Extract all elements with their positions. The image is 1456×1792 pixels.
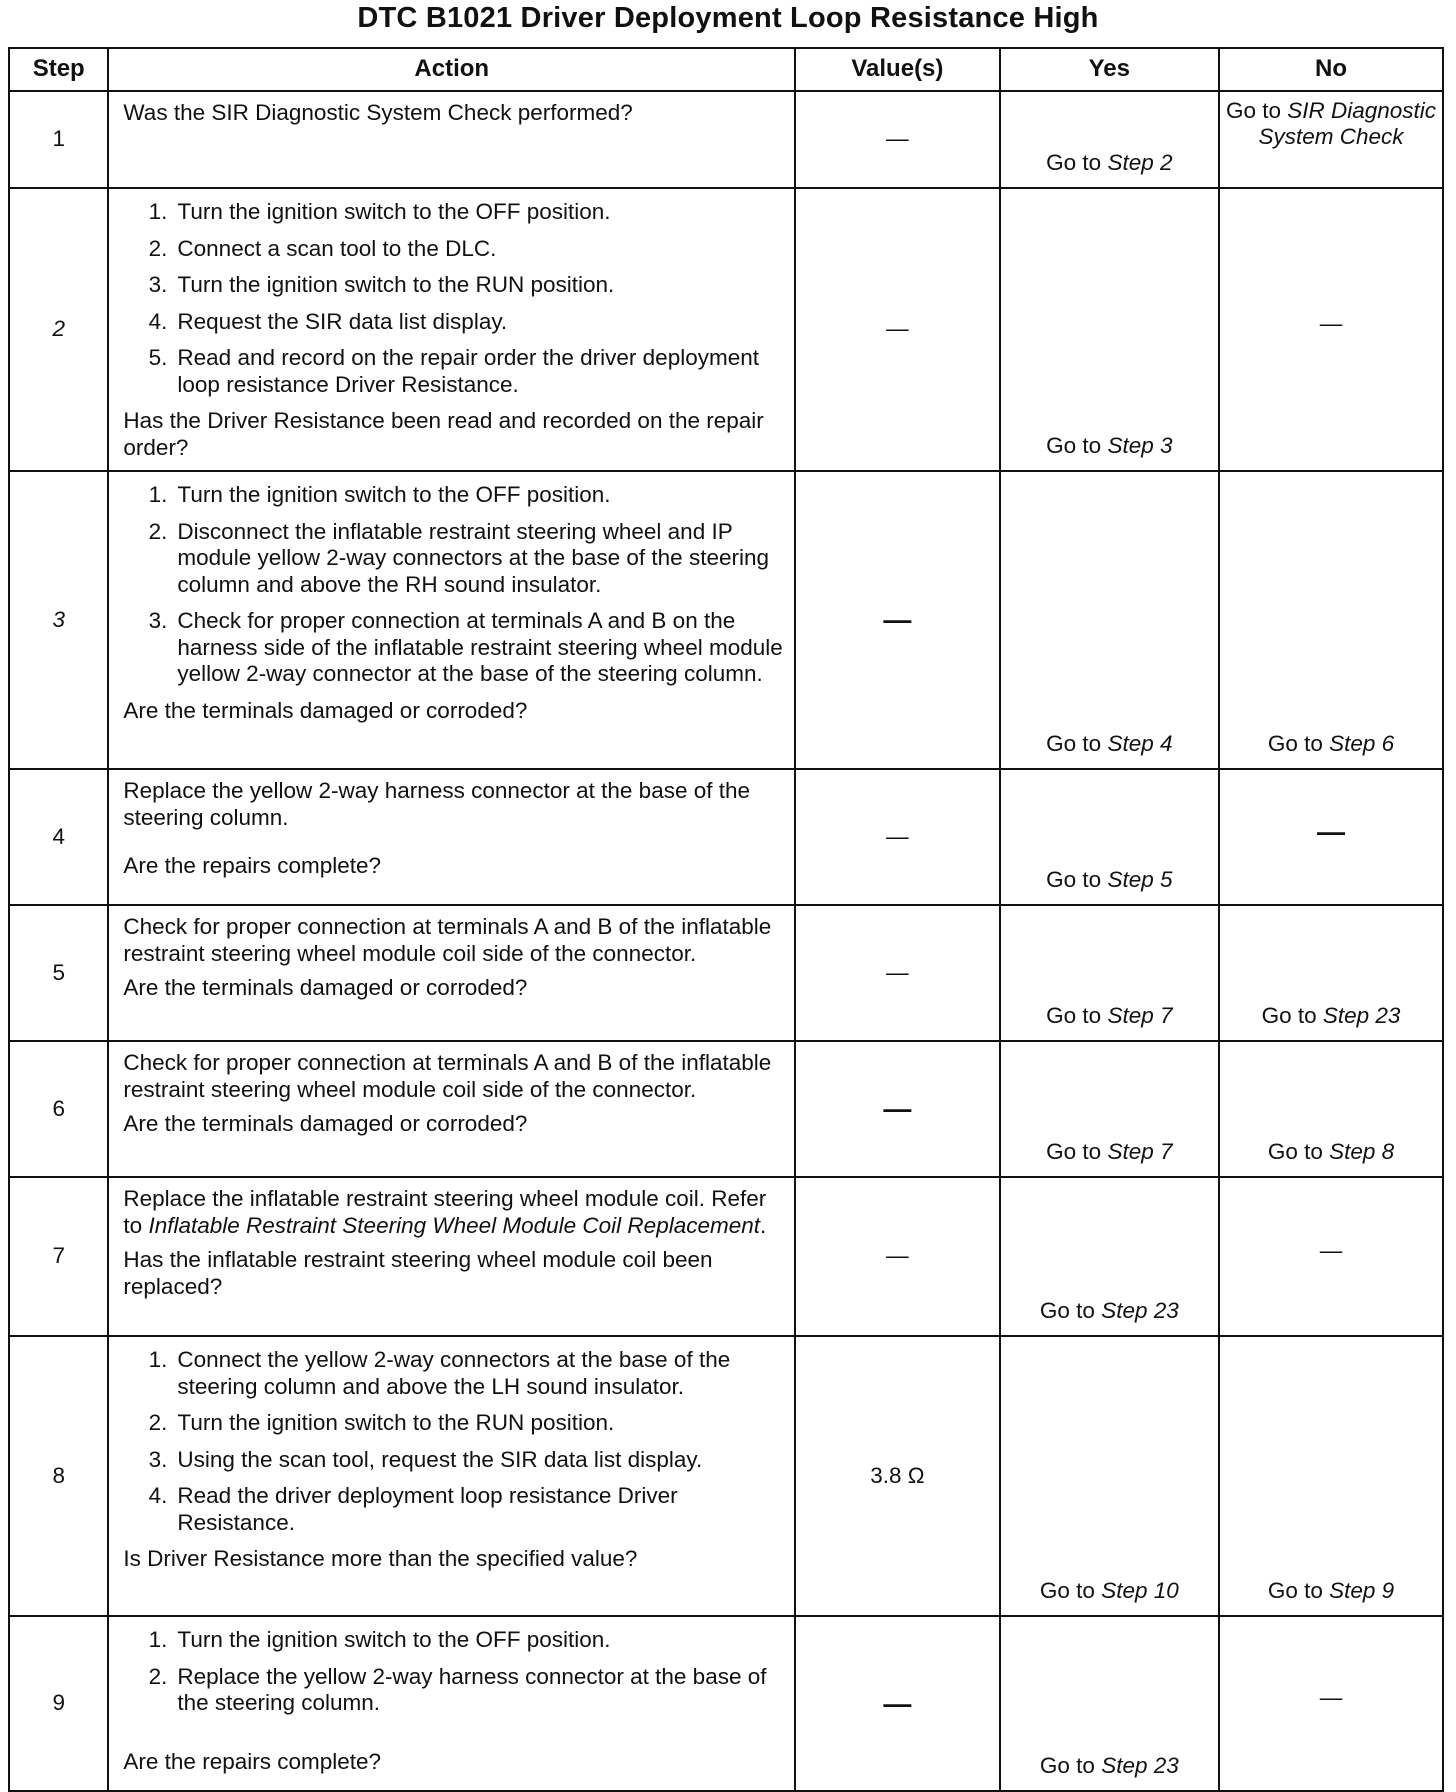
no-step-link[interactable]: SIR Diagnostic System Check (1258, 98, 1437, 149)
yes-cell (1000, 91, 1219, 188)
yes-step-link[interactable]: Step 4 (1107, 731, 1173, 757)
action-list (123, 1625, 784, 1717)
list-item: 2. Turn the ignition switch to the RUN position. (148, 1410, 615, 1436)
action-intro: Replace the yellow 2-way harness connector at the base of the steering column. (123, 778, 751, 830)
value-cell: — (795, 471, 1000, 769)
action-list (123, 480, 784, 688)
action-cell (108, 769, 795, 905)
action-list (123, 197, 784, 398)
yes-cell (1000, 1616, 1219, 1791)
action-list (123, 1345, 784, 1536)
spacer (123, 831, 784, 853)
document-title: DTC B1021 Driver Deployment Loop Resistance High (357, 2, 1099, 34)
yes-cell (1000, 1336, 1219, 1616)
step-number: 6 (9, 1041, 108, 1177)
no-cell: — (1219, 188, 1443, 471)
action-cell (108, 905, 795, 1041)
list-item: 3. Using the scan tool, request the SIR data list display. (148, 1446, 703, 1472)
value-cell: — (795, 905, 1000, 1041)
yes-prefix: Go to (1046, 867, 1108, 893)
list-item: 1. Connect the yellow 2-way connectors at the base of the steering column and above the LH sound insulator. (148, 1347, 731, 1399)
table-row (9, 188, 1443, 471)
yes-prefix: Go to (1046, 150, 1108, 176)
diagnostic-table (8, 47, 1444, 1792)
value-cell: — (795, 1041, 1000, 1177)
step-number: 5 (9, 905, 108, 1041)
yes-step-link[interactable]: Step 3 (1107, 433, 1173, 459)
yes-prefix: Go to (1039, 1578, 1102, 1604)
no-cell (1219, 1336, 1443, 1616)
no-prefix: Go to (1267, 1578, 1330, 1604)
step-number: 3 (9, 471, 108, 769)
action-cell (108, 1336, 795, 1616)
header-values: Value(s) (795, 48, 1000, 91)
list-item: 5. Read and record on the repair order the driver deployment loop resistance Driver Resistance. (148, 345, 759, 397)
action-question: Are the repairs complete? (123, 853, 382, 879)
no-cell: — (1219, 769, 1443, 905)
table-header-row (9, 48, 1443, 91)
value-cell: — (795, 91, 1000, 188)
yes-cell (1000, 905, 1219, 1041)
yes-prefix: Go to (1046, 433, 1108, 459)
action-question: Are the terminals damaged or corroded? (123, 975, 528, 1001)
list-item: 3. Turn the ignition switch to the RUN position. (148, 272, 615, 298)
no-cell: — (1219, 1616, 1443, 1791)
no-prefix: Go to (1225, 98, 1288, 123)
no-prefix: Go to (1267, 731, 1330, 757)
table-row (9, 769, 1443, 905)
value-cell: — (795, 1177, 1000, 1336)
table-row (9, 471, 1443, 769)
action-cell (108, 1177, 795, 1336)
action-question: Are the terminals damaged or corroded? (123, 1111, 528, 1137)
spacer (123, 1727, 784, 1749)
header-no: No (1219, 48, 1443, 91)
header-yes: Yes (1000, 48, 1219, 91)
no-cell: — (1219, 1177, 1443, 1336)
table-row (9, 1041, 1443, 1177)
step-number: 4 (9, 769, 108, 905)
action-cell (108, 1041, 795, 1177)
yes-prefix: Go to (1046, 731, 1108, 757)
step-number: 7 (9, 1177, 108, 1336)
yes-prefix: Go to (1046, 1003, 1108, 1029)
action-intro: Replace the inflatable restraint steering wheel module coil. Refer to Inflatable Restraint Steering Wheel Module Coil Replacement. (123, 1186, 767, 1238)
no-cell (1219, 471, 1443, 769)
no-cell (1219, 905, 1443, 1041)
action-intro: Check for proper connection at terminals A and B of the inflatable restraint steering wheel module coil side of the connector. (123, 914, 772, 966)
list-item: 4. Read the driver deployment loop resistance Driver Resistance. (148, 1483, 678, 1535)
table-row (9, 1177, 1443, 1336)
table-row (9, 1616, 1443, 1791)
value-cell: — (795, 188, 1000, 471)
list-item: 1. Turn the ignition switch to the OFF position. (148, 482, 611, 507)
action-intro: Was the SIR Diagnostic System Check performed? (123, 100, 633, 125)
table-row (9, 1336, 1443, 1616)
yes-step-link[interactable]: Step 5 (1107, 867, 1173, 893)
action-question: Has the inflatable restraint steering wheel module coil been replaced? (123, 1247, 713, 1299)
no-step-link[interactable]: Step 23 (1322, 1003, 1401, 1029)
list-item: 2. Connect a scan tool to the DLC. (148, 235, 497, 261)
table-row (9, 905, 1443, 1041)
value-cell: — (795, 1616, 1000, 1791)
no-step-link[interactable]: Step 8 (1329, 1139, 1395, 1165)
list-item: 3. Check for proper connection at terminals A and B on the harness side of the inflatable restraint steering wheel module yellow 2-way connector at the base of the steering column. (148, 608, 783, 687)
yes-cell (1000, 471, 1219, 769)
list-item: 1. Turn the ignition switch to the OFF position. (148, 199, 611, 224)
no-cell (1219, 1041, 1443, 1177)
no-step-link[interactable]: Step 9 (1329, 1578, 1395, 1604)
value-cell: 3.8 Ω (795, 1336, 1000, 1616)
yes-cell (1000, 188, 1219, 471)
list-item: 2. Replace the yellow 2-way harness connector at the base of the steering column. (148, 1663, 767, 1716)
action-cell (108, 1616, 795, 1791)
yes-prefix: Go to (1039, 1753, 1102, 1779)
no-prefix: Go to (1267, 1139, 1330, 1165)
action-question: Are the terminals damaged or corroded? (123, 697, 528, 723)
yes-cell (1000, 1177, 1219, 1336)
no-cell (1219, 91, 1443, 188)
list-item: 4. Request the SIR data list display. (148, 308, 508, 334)
step-number: 8 (9, 1336, 108, 1616)
header-step: Step (9, 48, 108, 91)
action-cell (108, 91, 795, 188)
yes-step-link[interactable]: Step 23 (1101, 1298, 1179, 1324)
step-number: 9 (9, 1616, 108, 1791)
list-item: 2. Disconnect the inflatable restraint steering wheel and IP module yellow 2-way connectors at the base of the steering column and above the RH sound insulator. (148, 518, 769, 597)
action-question: Has the Driver Resistance been read and recorded on the repair order? (123, 408, 764, 460)
action-question: Is Driver Resistance more than the specified value? (123, 1546, 638, 1572)
step-number: 1 (9, 91, 108, 188)
action-cell (108, 188, 795, 471)
action-intro: Check for proper connection at terminals A and B of the inflatable restraint steering wheel module coil side of the connector. (123, 1050, 772, 1102)
no-step-link[interactable]: Step 6 (1329, 731, 1395, 757)
action-cell (108, 471, 795, 769)
no-prefix: Go to (1261, 1003, 1323, 1029)
yes-step-link[interactable]: Step 23 (1101, 1753, 1179, 1779)
yes-prefix: Go to (1046, 1139, 1108, 1165)
yes-step-link[interactable]: Step 2 (1107, 150, 1173, 176)
yes-cell (1000, 769, 1219, 905)
yes-step-link[interactable]: Step 10 (1101, 1578, 1179, 1604)
step-number: 2 (9, 188, 108, 471)
yes-step-link[interactable]: Step 7 (1107, 1003, 1173, 1029)
header-action: Action (108, 48, 795, 91)
value-cell: — (795, 769, 1000, 905)
yes-cell (1000, 1041, 1219, 1177)
action-question: Are the repairs complete? (123, 1748, 382, 1774)
table-row (9, 91, 1443, 188)
list-item: 1. Turn the ignition switch to the OFF position. (148, 1627, 611, 1652)
reference-link[interactable]: Inflatable Restraint Steering Wheel Module Coil Replacement (148, 1212, 761, 1238)
yes-prefix: Go to (1039, 1298, 1102, 1324)
yes-step-link[interactable]: Step 7 (1107, 1139, 1173, 1165)
